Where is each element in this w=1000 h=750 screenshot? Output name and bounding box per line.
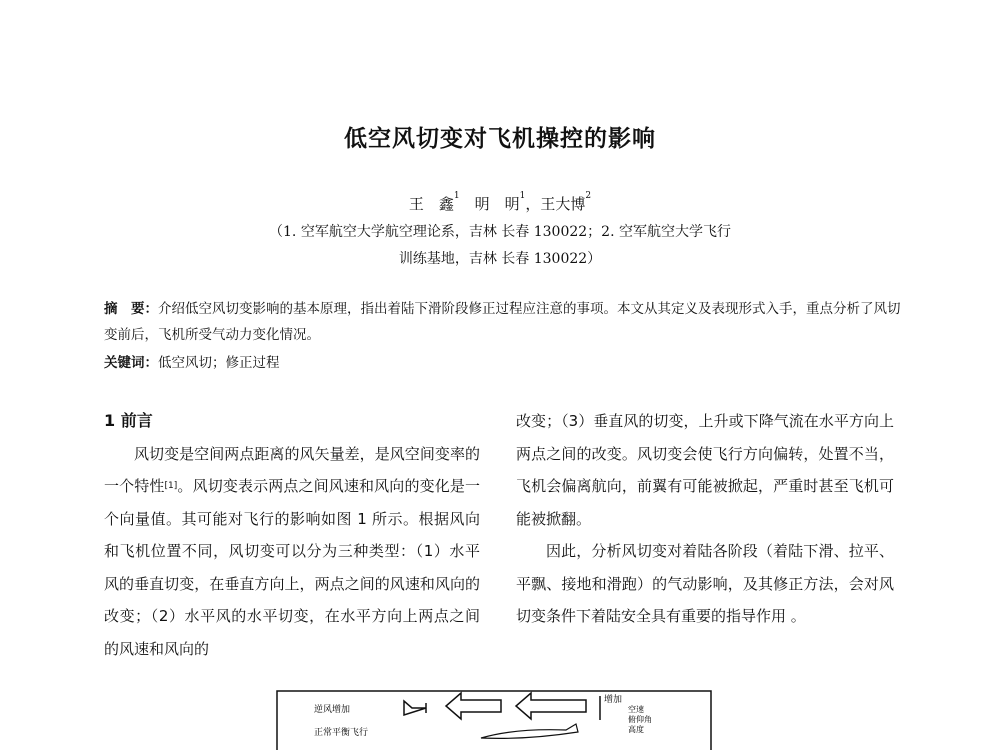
author-separator: ， <box>525 195 541 213</box>
figure-label-airspeed: 空速 <box>628 705 644 714</box>
author-line <box>0 193 1000 214</box>
paper-title: 低空风切变对飞机操控的影响 <box>344 126 656 152</box>
affiliations <box>0 219 1000 273</box>
right-paragraph-2: 因此，分析风切变对着陆各阶段（着陆下滑、拉平、平飘、接地和滑跑）的气动影响，及其修正方法，会对风切变条件下着陆安全具有重要的指导作用 。 <box>516 542 894 625</box>
keywords-label: 关键词： <box>104 355 158 371</box>
keywords-text: 低空风切；修正过程 <box>158 355 280 371</box>
affiliation-line-1: （1. 空军航空大学航空理论系，吉林 长春 130022；2. 空军航空大学飞行 <box>269 224 731 240</box>
figure-label-altitude: 高度 <box>628 725 644 734</box>
intro-paragraph <box>104 438 480 666</box>
keywords <box>104 350 904 376</box>
affiliation-line-2: 训练基地，吉林 长春 130022） <box>398 251 602 267</box>
abstract <box>104 296 904 348</box>
author-2-affil: 1 <box>519 191 526 201</box>
abstract-label: 摘 要： <box>104 301 158 317</box>
author-3: 王大博 <box>540 195 586 213</box>
abstract-text: 介绍低空风切变影响的基本原理，指出着陆下滑阶段修正过程应注意的事项。本文从其定义及表现形式入手，重点分析了风切变前后，飞机所受气动力变化情况。 <box>104 301 901 343</box>
author-2: 明 明 <box>474 195 520 213</box>
citation-ref: [1] <box>164 481 178 491</box>
figure-label-increase: 增加 <box>604 695 623 705</box>
section-heading: 1 前言 <box>104 411 153 430</box>
figure-label-headwind: 逆风增加 <box>314 705 351 715</box>
figure-1 <box>276 690 712 750</box>
right-column <box>516 405 894 633</box>
wind-arrow-icon <box>404 693 586 719</box>
figure-label-normal: 正常平衡飞行 <box>314 728 369 738</box>
right-paragraph-1: 改变；（3）垂直风的切变，上升或下降气流在水平方向上两点之间的改变。风切变会使飞行方向偏转，处置不当，飞机会偏离航向，前翼有可能被掀起，严重时甚至飞机可能被掀翻。 <box>516 412 894 528</box>
left-column <box>104 405 480 665</box>
author-1-affil: 1 <box>453 191 460 201</box>
intro-text-b: 。风切变表示两点之间风速和风向的变化是一个向量值。其可能对飞行的影响如图 1 所示。根据风向和飞机位置不同，风切变可以分为三种类型：（1）水平风的垂直切变，在垂直方向上，两点之间的风速和风向的改变；（2）水平风的水平切变，在水平方向上两点之间的风速和风向的 <box>104 477 480 658</box>
author-3-affil: 2 <box>585 191 592 201</box>
figure-label-aoa: 俯仰角 <box>628 715 652 724</box>
intro-text-a: 风切变是空间两点距离的风矢量差，是风空间变率的一个特性 <box>104 444 480 495</box>
author-1: 王 鑫 <box>408 195 454 213</box>
aircraft-icon <box>481 724 578 738</box>
